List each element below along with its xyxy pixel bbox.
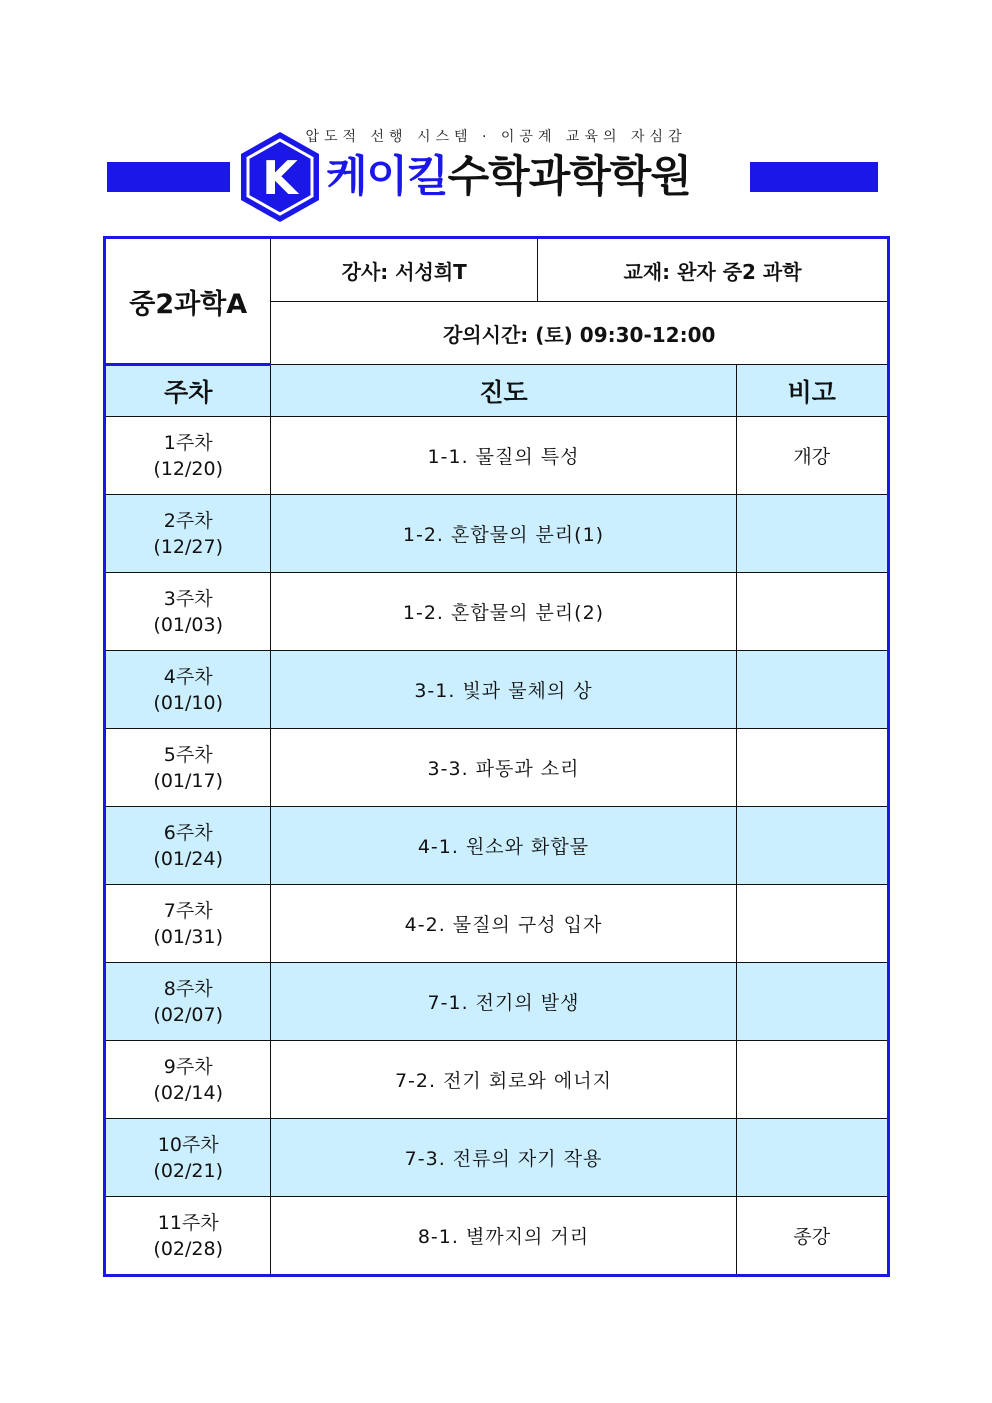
teacher: 강사: 서성희T: [271, 238, 538, 302]
week-cell: [105, 1041, 271, 1119]
progress-cell: 1-2. 혼합물의 분리(1): [271, 495, 736, 573]
week-cell: [105, 495, 271, 573]
week-date: (02/21): [153, 1159, 223, 1182]
lecture-time: 강의시간: (토) 09:30-12:00: [271, 302, 889, 365]
progress-cell: 8-1. 별까지의 거리: [271, 1197, 736, 1276]
progress-cell: 7-2. 전기 회로와 에너지: [271, 1041, 736, 1119]
schedule-table: [103, 236, 890, 1277]
brand-name-part1: 케이킬: [326, 152, 448, 202]
table-header-row: [105, 365, 889, 417]
week-cell: [105, 1197, 271, 1276]
table-row: [105, 417, 889, 495]
note-cell: [736, 1041, 888, 1119]
week-date: (01/24): [153, 847, 223, 870]
week-label: 9주차: [163, 1055, 213, 1078]
week-cell: [105, 885, 271, 963]
week-cell: [105, 651, 271, 729]
logo-letter: K: [262, 151, 298, 205]
week-date: (01/03): [153, 613, 223, 636]
table-row: [105, 963, 889, 1041]
note-cell: [736, 729, 888, 807]
progress-cell: 7-1. 전기의 발생: [271, 963, 736, 1041]
header-bar-left: [107, 162, 230, 192]
progress-cell: 4-1. 원소와 화합물: [271, 807, 736, 885]
table-row: [105, 807, 889, 885]
note-cell: [736, 963, 888, 1041]
note-cell: [736, 1119, 888, 1197]
table-row: [105, 1197, 889, 1276]
week-cell: [105, 729, 271, 807]
week-date: (02/07): [153, 1003, 223, 1026]
week-cell: [105, 1119, 271, 1197]
week-date: (01/10): [153, 691, 223, 714]
academy-name: [326, 148, 691, 206]
week-label: 3주차: [163, 587, 213, 610]
week-date: (01/31): [153, 925, 223, 948]
week-date: (01/17): [153, 769, 223, 792]
week-date: (12/27): [153, 535, 223, 558]
week-label: 2주차: [163, 509, 213, 532]
week-label: 7주차: [163, 899, 213, 922]
note-cell: [736, 885, 888, 963]
week-cell: [105, 963, 271, 1041]
tagline: 압도적 선행 시스템 · 이공계 교육의 자심감: [305, 129, 687, 145]
week-date: (02/14): [153, 1081, 223, 1104]
week-label: 1주차: [163, 431, 213, 454]
progress-cell: 4-2. 물질의 구성 입자: [271, 885, 736, 963]
course-name: 중2과학A: [105, 238, 271, 365]
progress-cell: 3-1. 빛과 물체의 상: [271, 651, 736, 729]
week-label: 11주차: [157, 1211, 219, 1234]
header-note: 비고: [736, 365, 888, 417]
note-cell: [736, 573, 888, 651]
header-bar-right: [750, 162, 878, 192]
week-label: 4주차: [163, 665, 213, 688]
k-logo-icon: [238, 130, 322, 224]
note-cell: [736, 651, 888, 729]
week-label: 6주차: [163, 821, 213, 844]
table-row: [105, 729, 889, 807]
progress-cell: 7-3. 전류의 자기 작용: [271, 1119, 736, 1197]
brand-name-part2: 수학과학학원: [447, 152, 691, 202]
note-cell: 개강: [736, 417, 888, 495]
week-date: (12/20): [153, 457, 223, 480]
week-date: (02/28): [153, 1237, 223, 1260]
note-cell: 종강: [736, 1197, 888, 1276]
note-cell: [736, 495, 888, 573]
table-row: [105, 573, 889, 651]
week-label: 5주차: [163, 743, 213, 766]
table-row: [105, 1119, 889, 1197]
header-progress: 진도: [271, 365, 736, 417]
week-label: 10주차: [157, 1133, 219, 1156]
week-cell: [105, 417, 271, 495]
note-cell: [736, 807, 888, 885]
textbook: 교재: 완자 중2 과학: [538, 238, 889, 302]
week-cell: [105, 573, 271, 651]
week-label: 8주차: [163, 977, 213, 1000]
table-row: [105, 651, 889, 729]
week-cell: [105, 807, 271, 885]
progress-cell: 1-1. 물질의 특성: [271, 417, 736, 495]
table-row: [105, 495, 889, 573]
table-row: [105, 1041, 889, 1119]
progress-cell: 3-3. 파동과 소리: [271, 729, 736, 807]
table-row: [105, 885, 889, 963]
header-week: 주차: [105, 365, 271, 417]
progress-cell: 1-2. 혼합물의 분리(2): [271, 573, 736, 651]
